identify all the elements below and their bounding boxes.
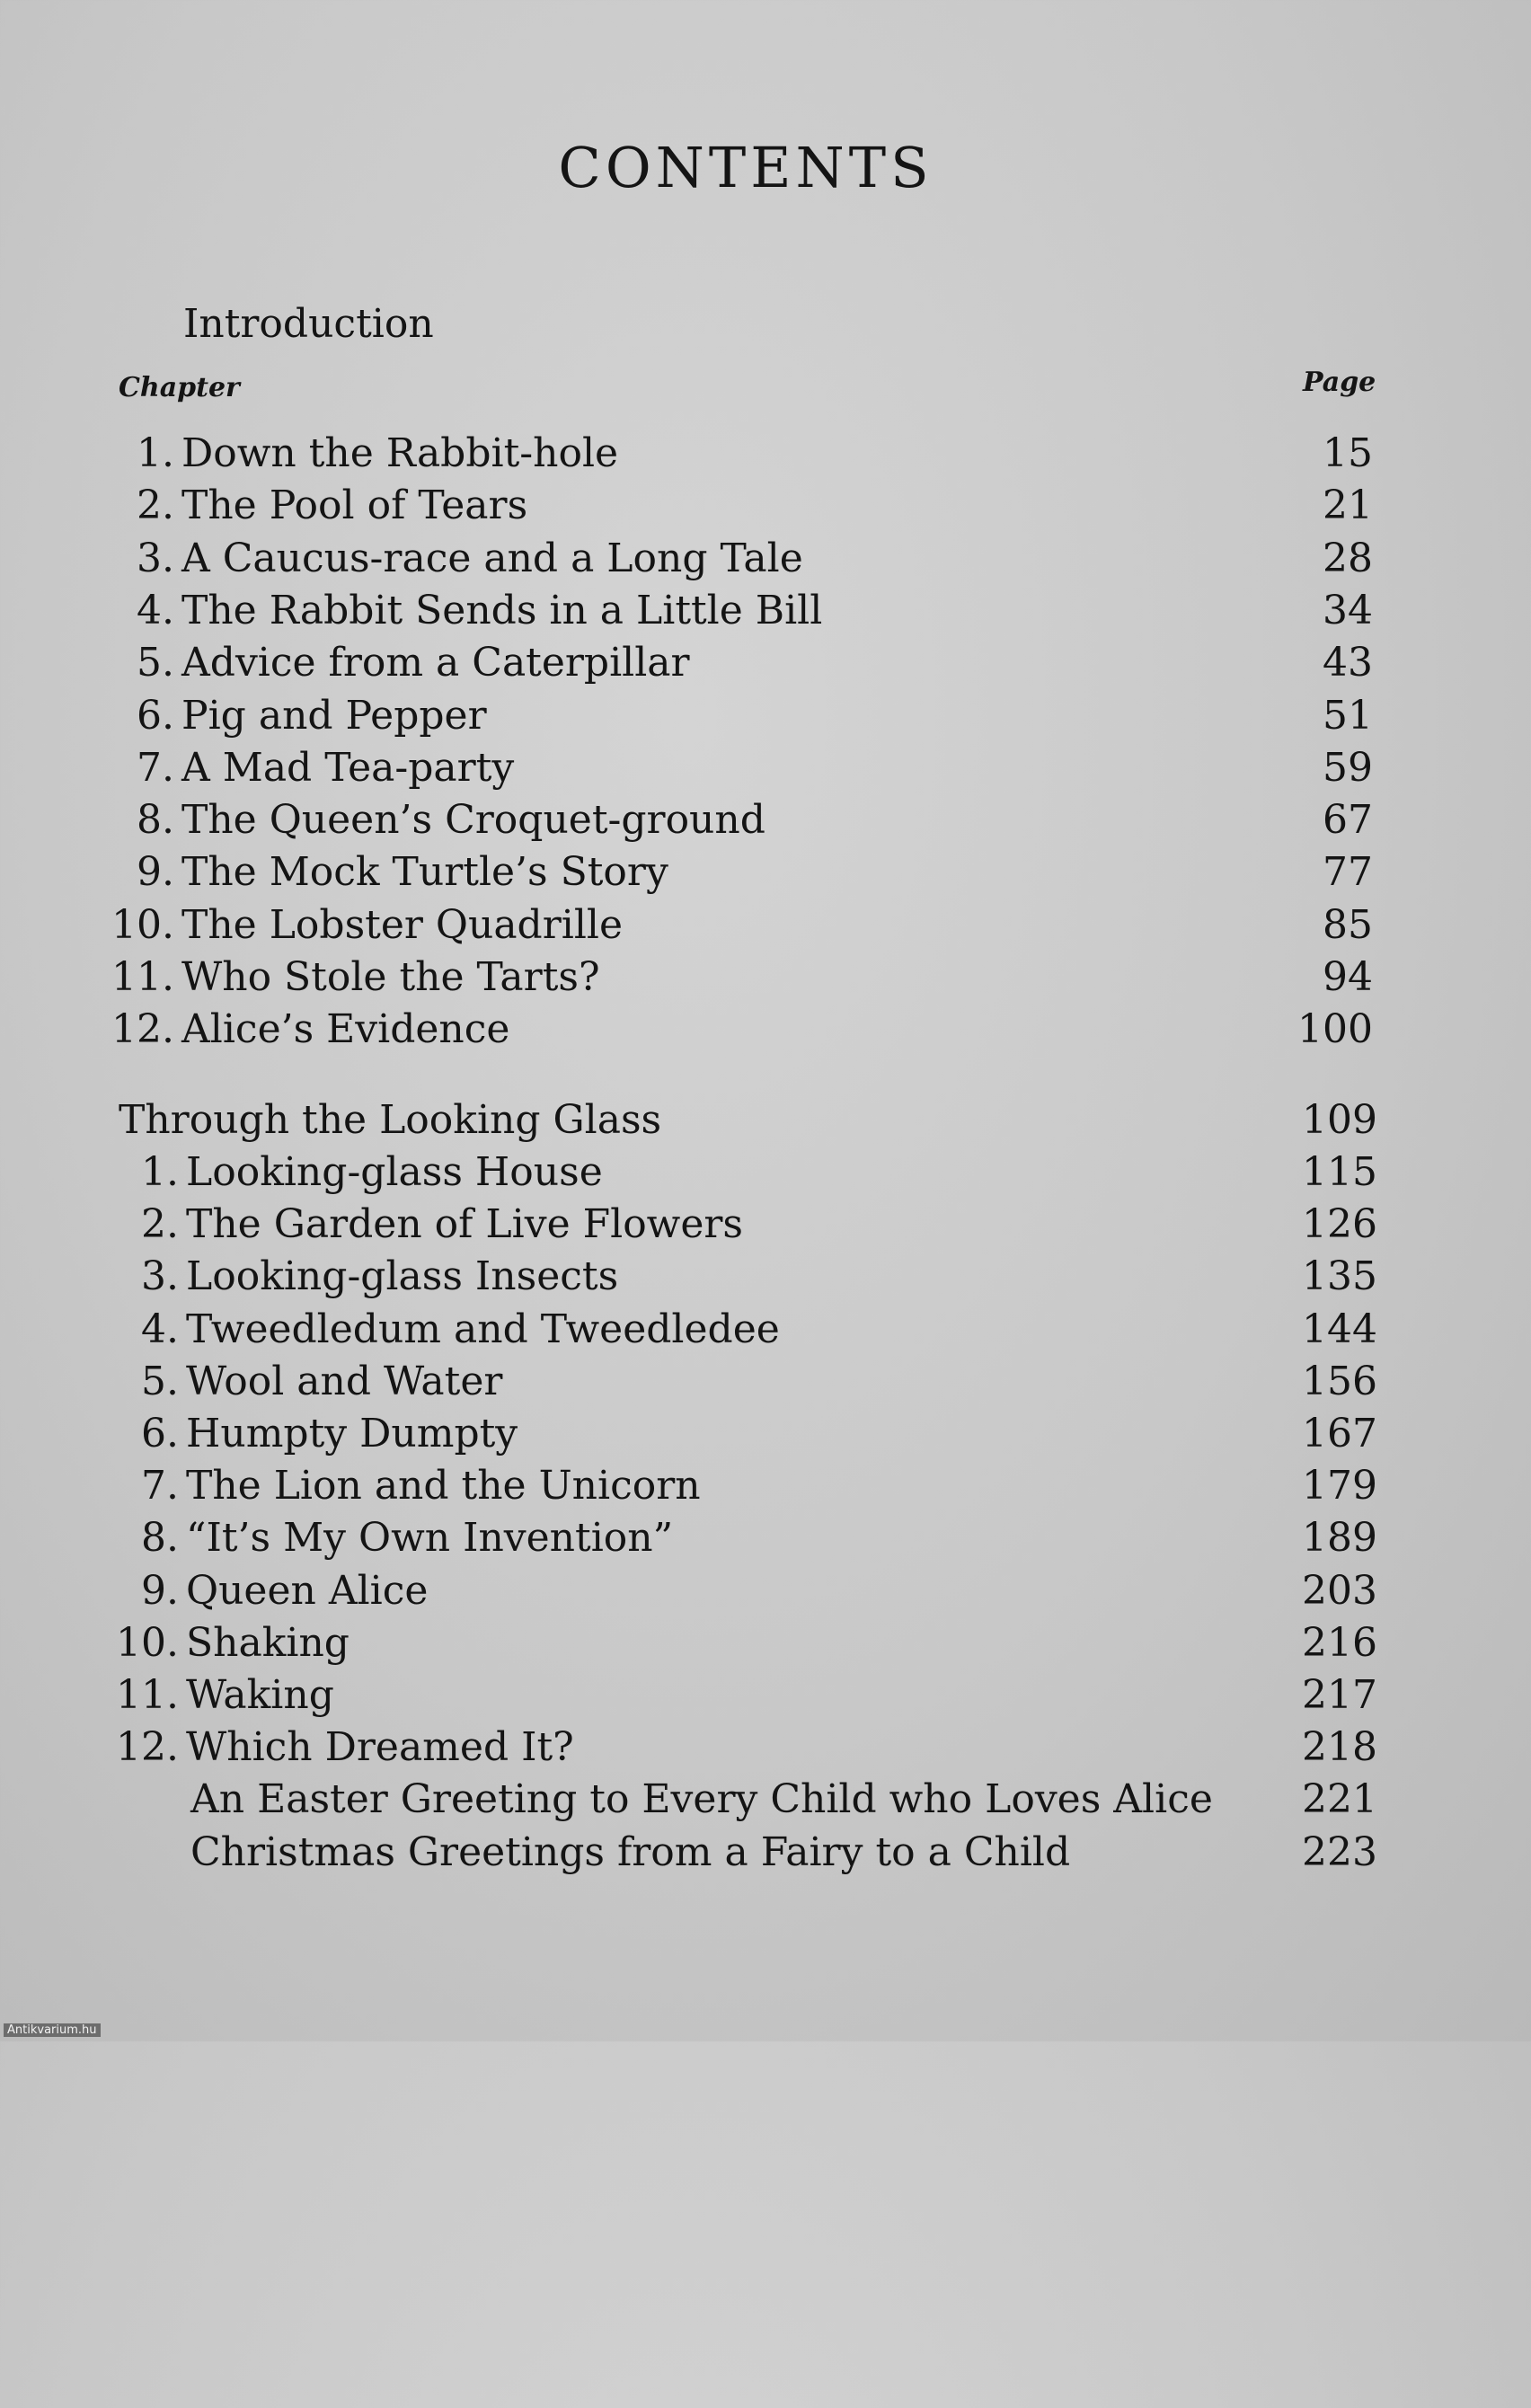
chapter-title: The Queen’s Croquet-ground	[181, 797, 766, 844]
chapter-title: Shaking	[186, 1619, 350, 1666]
chapter-page-number: 189	[1302, 1515, 1377, 1562]
chapter-page-number: 34	[1323, 587, 1373, 633]
chapter-number: 3.	[137, 535, 174, 581]
chapter-title: Pig and Pepper	[181, 692, 487, 739]
chapter-title: “It’s My Own Invention”	[186, 1515, 674, 1562]
chapter-number: 6.	[137, 692, 174, 739]
chapter-page-number: 203	[1302, 1567, 1377, 1614]
toc-row	[0, 1512, 1531, 1564]
toc-row	[0, 1617, 1531, 1669]
chapter-number: 2.	[137, 482, 174, 529]
toc-row	[0, 1004, 1531, 1056]
chapter-number: 10.	[111, 901, 174, 948]
chapter-page-number: 28	[1323, 535, 1373, 581]
toc-row	[0, 637, 1531, 689]
toc-row	[0, 1827, 1531, 1879]
chapter-title: Christmas Greetings from a Fairy to a Child	[190, 1828, 1071, 1875]
chapter-title: Tweedledum and Tweedledee	[186, 1306, 780, 1352]
chapter-number: 1.	[141, 1149, 179, 1195]
page-column-label: Page	[1303, 367, 1376, 398]
chapter-page-number: 85	[1323, 901, 1373, 948]
chapter-title: The Lion and the Unicorn	[186, 1463, 701, 1509]
chapter-title: Queen Alice	[186, 1567, 429, 1614]
chapter-page-number: 100	[1297, 1006, 1373, 1053]
chapter-page-number: 43	[1323, 640, 1373, 686]
chapter-page-number: 15	[1323, 430, 1373, 476]
chapter-number: 11.	[111, 954, 174, 1000]
page-title: CONTENTS	[558, 135, 934, 200]
part2-heading-title: Through the Looking Glass	[119, 1097, 662, 1143]
chapter-page-number: 223	[1302, 1828, 1377, 1875]
chapter-title: Looking-glass Insects	[186, 1253, 619, 1300]
toc-row	[0, 533, 1531, 585]
chapter-title: Humpty Dumpty	[186, 1411, 518, 1456]
chapter-title: Alice’s Evidence	[181, 1006, 510, 1053]
toc-row	[0, 846, 1531, 899]
chapter-number: 11.	[116, 1672, 179, 1718]
chapter-number: 5.	[141, 1358, 179, 1404]
chapter-title: Waking	[186, 1672, 334, 1718]
toc-row	[0, 1146, 1531, 1199]
part2-heading	[0, 1094, 1531, 1146]
chapter-title: Which Dreamed It?	[186, 1724, 574, 1771]
chapter-title: A Caucus-race and a Long Tale	[181, 535, 803, 581]
toc-row	[0, 690, 1531, 742]
chapter-page-number: 51	[1323, 692, 1373, 739]
chapter-number: 7.	[141, 1463, 179, 1509]
chapter-page-number: 216	[1302, 1619, 1377, 1666]
part2-heading-page: 109	[1302, 1097, 1377, 1143]
chapter-page-number: 217	[1302, 1672, 1377, 1718]
chapter-number: 4.	[137, 587, 174, 633]
chapter-number: 6.	[141, 1411, 179, 1456]
toc-row	[0, 428, 1531, 480]
chapter-number: 1.	[137, 430, 174, 476]
chapter-title: The Garden of Live Flowers	[186, 1201, 743, 1248]
chapter-number: 12.	[111, 1006, 174, 1053]
toc-row	[0, 742, 1531, 794]
toc-row	[0, 794, 1531, 846]
chapter-page-number: 167	[1302, 1411, 1377, 1456]
chapter-page-number: 126	[1302, 1201, 1377, 1248]
chapter-title: A Mad Tea-party	[181, 744, 515, 791]
chapter-number: 5.	[137, 640, 174, 686]
toc-row	[0, 1722, 1531, 1774]
chapter-number: 7.	[137, 744, 174, 791]
introduction-entry: Introduction	[183, 301, 434, 347]
chapter-page-number: 94	[1323, 954, 1373, 1000]
chapter-page-number: 59	[1323, 744, 1373, 791]
toc-row	[0, 480, 1531, 532]
chapter-page-number: 179	[1302, 1463, 1377, 1509]
chapter-page-number: 115	[1302, 1149, 1377, 1195]
watermark: Antikvarium.hu	[4, 2023, 101, 2037]
chapter-column-label: Chapter	[119, 372, 240, 403]
toc-row	[0, 1356, 1531, 1408]
chapter-title: Down the Rabbit-hole	[181, 430, 619, 476]
chapter-number: 2.	[141, 1201, 179, 1248]
chapter-page-number: 218	[1302, 1724, 1377, 1771]
chapter-number: 4.	[141, 1306, 179, 1352]
chapter-number: 9.	[141, 1567, 179, 1614]
chapter-page-number: 67	[1323, 797, 1373, 844]
chapter-number: 3.	[141, 1253, 179, 1300]
chapter-page-number: 156	[1302, 1358, 1377, 1404]
chapter-title: Advice from a Caterpillar	[181, 640, 690, 686]
chapter-number: 12.	[116, 1724, 179, 1771]
chapter-number: 10.	[116, 1619, 179, 1666]
toc-row	[0, 1774, 1531, 1826]
toc-row	[0, 1460, 1531, 1512]
toc-row	[0, 899, 1531, 952]
toc-row	[0, 1251, 1531, 1303]
chapter-page-number: 77	[1323, 849, 1373, 896]
toc-row	[0, 1304, 1531, 1356]
chapter-title: The Pool of Tears	[181, 482, 528, 529]
chapter-number: 8.	[141, 1515, 179, 1562]
toc-row	[0, 952, 1531, 1004]
toc-row	[0, 1408, 1531, 1460]
chapter-title: The Lobster Quadrille	[181, 901, 624, 948]
toc-row	[0, 1565, 1531, 1617]
chapter-title: An Easter Greeting to Every Child who Loves Alice	[190, 1776, 1213, 1823]
toc-row	[0, 1669, 1531, 1722]
chapter-title: The Rabbit Sends in a Little Bill	[181, 587, 823, 633]
chapter-page-number: 144	[1302, 1306, 1377, 1352]
toc-row	[0, 1199, 1531, 1251]
chapter-page-number: 135	[1302, 1253, 1377, 1300]
chapter-page-number: 221	[1302, 1776, 1377, 1823]
chapter-page-number: 21	[1323, 482, 1373, 529]
chapter-title: Who Stole the Tarts?	[181, 954, 600, 1000]
chapter-number: 9.	[137, 849, 174, 896]
chapter-title: The Mock Turtle’s Story	[181, 849, 668, 896]
chapter-number: 8.	[137, 797, 174, 844]
chapter-title: Wool and Water	[186, 1358, 503, 1404]
toc-row	[0, 585, 1531, 637]
chapter-title: Looking-glass House	[186, 1149, 603, 1195]
